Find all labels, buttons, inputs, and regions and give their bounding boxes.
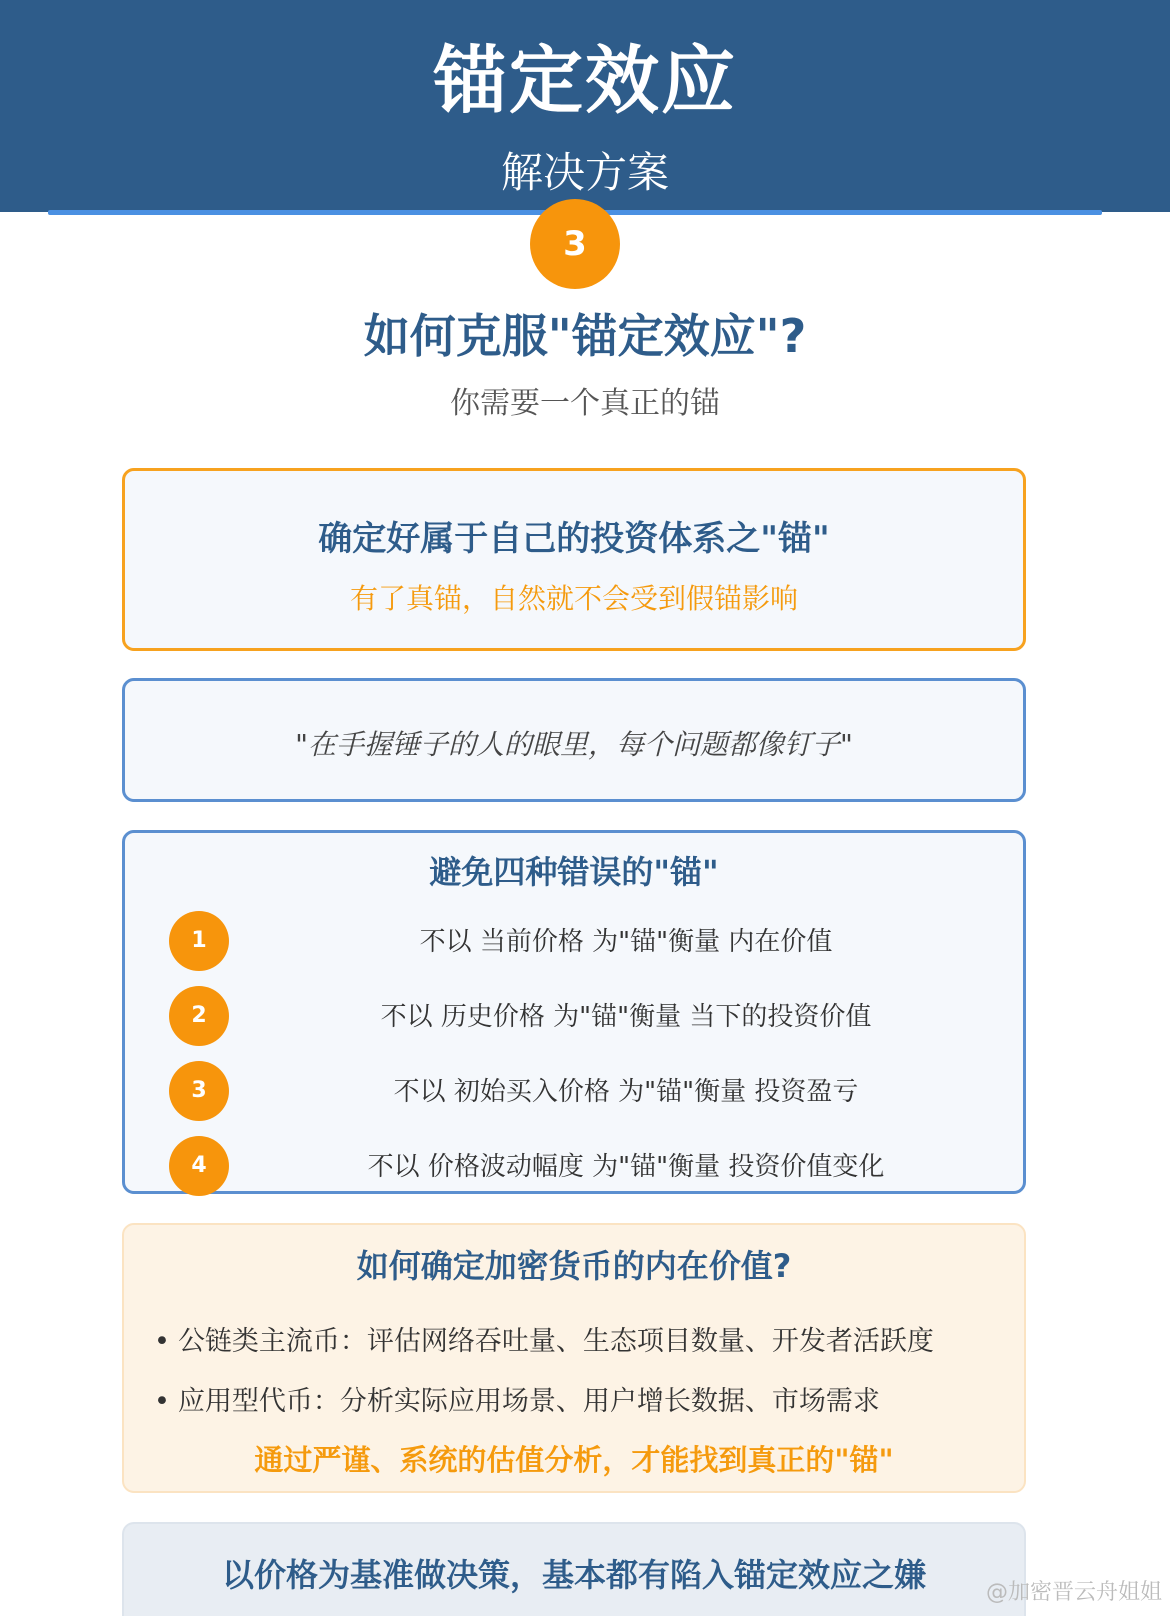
- step-number-badge: 3: [530, 199, 620, 289]
- list-number-badge: 2: [169, 986, 229, 1046]
- section-subtitle: 你需要一个真正的锚: [450, 386, 720, 421]
- intrinsic-value-title: 如何确定加密货币的内在价值?: [356, 1247, 792, 1285]
- list-number-badge: 1: [169, 911, 229, 971]
- investment-system-card: [122, 468, 1026, 651]
- list-item: [125, 1136, 1023, 1196]
- valuation-note: 通过严谨、系统的估值分析，才能找到真正的"锚": [254, 1443, 894, 1477]
- list-item-text: 不以 历史价格 为"锚"衡量 当下的投资价值: [380, 1002, 872, 1032]
- section-title: 如何克服"锚定效应"?: [363, 309, 807, 363]
- quote-card: [122, 678, 1026, 802]
- bullet-item: [154, 1319, 934, 1358]
- bullet-text: 公链类主流币：评估网络吞吐量、生态项目数量、开发者活跃度: [177, 1326, 934, 1357]
- conclusion-card: [122, 1522, 1026, 1616]
- list-number-badge: 3: [169, 1061, 229, 1121]
- list-number-badge: 4: [169, 1136, 229, 1196]
- investment-system-subtitle: 有了真锚，自然就不会受到假锚影响: [349, 582, 798, 615]
- list-item: [125, 911, 1023, 971]
- bullet-item: [154, 1379, 880, 1418]
- bullet-dot-icon: •: [154, 1386, 170, 1417]
- intrinsic-value-card: [122, 1223, 1026, 1493]
- conclusion-text: 以价格为基准做决策，基本都有陷入锚定效应之嫌: [221, 1556, 926, 1594]
- list-item-text: 不以 初始买入价格 为"锚"衡量 投资盈亏: [393, 1077, 859, 1107]
- author-watermark: @加密晋云舟姐姐: [985, 1580, 1162, 1605]
- quote-text: "在手握锤子的人的眼里，每个问题都像钉子": [295, 728, 853, 761]
- header-banner: [0, 0, 1170, 212]
- avoid-anchors-card: [122, 830, 1026, 1194]
- avoid-anchors-title: 避免四种错误的"锚": [429, 853, 719, 891]
- page-title: 锚定效应: [433, 38, 737, 124]
- page-subtitle: 解决方案: [500, 148, 669, 197]
- list-item: [125, 1061, 1023, 1121]
- investment-system-title: 确定好属于自己的投资体系之"锚": [318, 519, 830, 559]
- list-item: [125, 986, 1023, 1046]
- bullet-dot-icon: •: [154, 1326, 170, 1357]
- bullet-text: 应用型代币：分析实际应用场景、用户增长数据、市场需求: [177, 1386, 880, 1417]
- list-item-text: 不以 当前价格 为"锚"衡量 内在价值: [419, 927, 833, 957]
- list-item-text: 不以 价格波动幅度 为"锚"衡量 投资价值变化: [367, 1152, 885, 1182]
